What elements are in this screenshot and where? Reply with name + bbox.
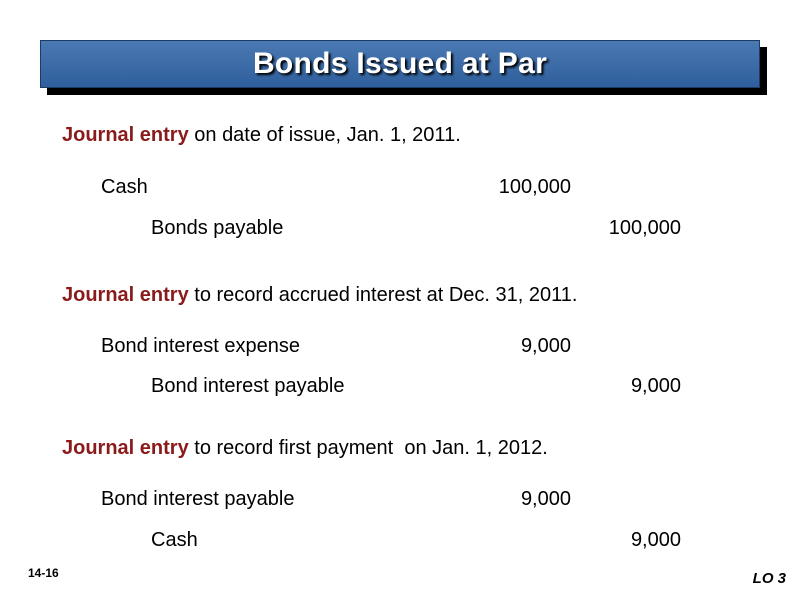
entry-heading-2 xyxy=(62,284,577,307)
debit-account: Bond interest payable xyxy=(101,488,295,510)
debit-amount: 9,000 xyxy=(520,488,571,510)
slide-title: Bonds Issued at Par xyxy=(252,47,548,80)
title-banner xyxy=(40,40,760,88)
credit-amount: 9,000 xyxy=(630,529,681,551)
credit-amount: 9,000 xyxy=(630,375,681,397)
entry-description: to record accrued interest at Dec. 31, 2011. xyxy=(188,284,578,306)
entry-keyword: Journal entry xyxy=(62,284,189,306)
entry-description: on date of issue, Jan. 1, 2011. xyxy=(188,124,461,146)
debit-amount: 9,000 xyxy=(520,335,571,357)
entry-heading-1 xyxy=(62,124,461,147)
credit-account: Bonds payable xyxy=(151,217,284,239)
credit-account: Bond interest payable xyxy=(151,375,345,397)
learning-objective: LO 3 xyxy=(752,570,786,587)
credit-account: Cash xyxy=(151,529,198,551)
entry-heading-3 xyxy=(62,437,548,460)
entry-description: to record first payment on Jan. 1, 2012. xyxy=(188,437,548,459)
debit-amount: 100,000 xyxy=(498,176,571,198)
slide-number: 14-16 xyxy=(28,566,59,580)
entry-keyword: Journal entry xyxy=(62,124,189,146)
entry-keyword: Journal entry xyxy=(62,437,189,459)
debit-account: Cash xyxy=(101,176,148,198)
debit-account: Bond interest expense xyxy=(101,335,301,357)
credit-amount: 100,000 xyxy=(608,217,681,239)
